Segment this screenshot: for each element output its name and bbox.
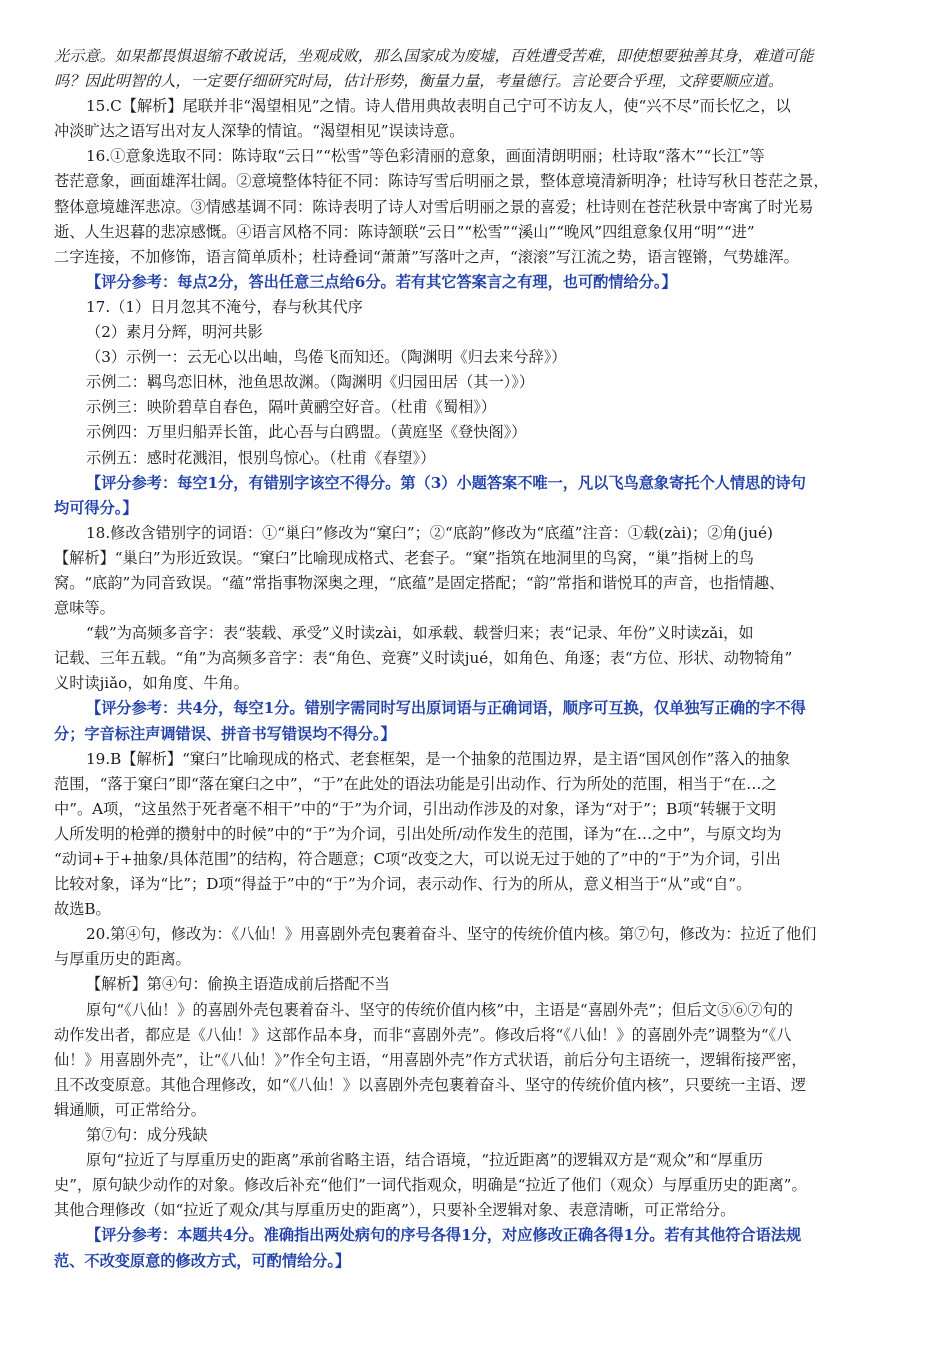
text-line: 范围，“落于窠臼”即“落在窠臼之中”，“于”在此处的语法功能是引出动作、行为所处的范围，相当于“在…之	[54, 774, 777, 793]
text-line: 人所发明的枪弹的攒射中的时候”中的“于”为介词，引出处所/动作发生的范围，译为“在…之中”，与原文均为	[54, 824, 782, 843]
text-line: 窝。“底韵”为同音致误。“蕴”常指事物深奥之理，“底蕴”是固定搭配；“韵”常指和谐悦耳的声音，也指情趣、	[54, 573, 785, 592]
text-line: 示例二：羁鸟恋旧林，池鱼思故渊。（陶渊明《归园田居（其一）》）	[86, 373, 535, 392]
text-line: 【评分参考：共4分，每空1分。错别字需同时写出原词语与正确词语，顺序可互换，仅单独写正确的字不得	[86, 699, 806, 718]
text-line: 与厚重历史的距离。	[54, 950, 191, 969]
text-line: 均可得分。】	[54, 498, 138, 517]
text-line: 冲淡旷达之语写出对友人深挚的情谊。“渴望相见”误读诗意。	[54, 122, 465, 141]
text-line: 分；字音标注声调错误、拼音书写错误均不得分。】	[54, 724, 396, 743]
text-line: 动作发出者，都应是《八仙！》这部作品本身，而非“喜剧外壳”。修改后将“《八仙！》的喜剧外壳”调整为“《八	[54, 1025, 792, 1044]
text-line: 16.①意象选取不同：陈诗取“云日”“松雪”等色彩清丽的意象，画面清朗明丽；杜诗取“落木”“长江”等	[86, 147, 765, 166]
text-line: 15.C【解析】尾联并非“渴望相见”之情。诗人借用典故表明自己宁可不访友人，使“兴不尽”而长忆之，以	[86, 97, 791, 116]
text-line: 故选B。	[54, 900, 111, 919]
text-line: 苍茫意象，画面雄浑壮阔。②意境整体特征不同：陈诗写雪后明丽之景，整体意境清新明净；杜诗写秋日苍茫之景，	[54, 172, 829, 191]
text-line: 其他合理修改（如“拉近了观众/其与厚重历史的距离”），只要补全逻辑对象、表意清晰，可正常给分。	[54, 1201, 736, 1220]
text-line: 二字连接，不加修饰，语言简单质朴；杜诗叠词“萧萧”写落叶之声，“滚滚”写江流之势，语言铿锵，气势雄浑。	[54, 247, 799, 266]
text-line: 记载、三年五载。“角”为高频多音字：表“角色、竞赛”义时读jué，如角色、角逐；表“方位、形状、动物犄角”	[54, 649, 793, 668]
text-line: 比较对象，译为“比”；D项“得益于”中的“于”为介词，表示动作、行为的所从，意义相当于“从”或“自”。	[54, 875, 752, 894]
text-line: 【解析】第④句：偷换主语造成前后搭配不当	[86, 975, 390, 994]
text-line: 【解析】“巢臼”为形近致误。“窠臼”比喻现成格式、老套子。“窠”指筑在地洞里的鸟窝，“巢”指树上的鸟	[54, 548, 754, 567]
text-line: （3）示例一：云无心以出岫，鸟倦飞而知还。（陶渊明《归去来兮辞》）	[86, 348, 567, 367]
text-line: 19.B【解析】“窠臼”比喻现成的格式、老套框架，是一个抽象的范围边界，是主语“国风创作”落入的抽象	[86, 749, 791, 768]
text-line: 意味等。	[54, 599, 115, 618]
text-line: “动词+于+抽象/具体范围”的结构，符合题意；C项“改变之大，可以说无过于她的了”中的“于”为介词，引出	[54, 850, 781, 868]
text-line: 辑通顺，可正常给分。	[54, 1100, 206, 1119]
text-line: 18.修改含错别字的词语：①“巢臼”修改为“窠臼”；②“底韵”修改为“底蕴”注音：①载(zài)；②角(jué)	[86, 523, 773, 542]
text-line: 【评分参考：每空1分，有错别字该空不得分。第（3）小题答案不唯一，凡以飞鸟意象寄托个人情思的诗句	[86, 473, 806, 492]
text-line: 示例五：感时花溅泪，恨别鸟惊心。（杜甫《春望》）	[86, 448, 436, 467]
text-line: 【评分参考：本题共4分。准确指出两处病句的序号各得1分，对应修改正确各得1分。若有其他符合语法规	[86, 1226, 802, 1245]
text-line: 逝、人生迟暮的悲凉感慨。④语言风格不同：陈诗颔联“云日”“松雪”“溪山”“晚风”四组意象仅用“明”“进”	[54, 222, 755, 241]
text-line: 中”。A项，“这虽然于死者毫不相干”中的“于”为介词，引出动作涉及的对象，译为“对于”；B项“转辗于文明	[54, 799, 777, 818]
text-line: 光示意。如果都畏惧退缩不敢说话，坐观成败，那么国家成为废墟，百姓遭受苦难，即使想要独善其身，难道可能	[54, 47, 814, 65]
text-line: 20.第④句，修改为：《八仙！》用喜剧外壳包裹着奋斗、坚守的传统价值内核。第⑦句，修改为：拉近了他们	[86, 925, 817, 944]
text-line: 原句“《八仙！》的喜剧外壳包裹着奋斗、坚守的传统价值内核”中，主语是“喜剧外壳”；但后文⑤⑥⑦句的	[86, 1000, 793, 1019]
text-line: 原句“拉近了与厚重历史的距离”承前省略主语，结合语境，“拉近距离”的逻辑双方是“观众”和“厚重历	[86, 1151, 764, 1170]
text-line: 【评分参考：每点2分，答出任意三点给6分。若有其它答案言之有理，也可酌情给分。】	[86, 272, 677, 291]
text-line: （2）素月分辉，明河共影	[86, 323, 263, 342]
text-line: “载”为高频多音字：表“装载、承受”义时读zài，如承载、载誉归来；表“记录、年份”义时读zǎi，如	[86, 624, 754, 643]
text-line: 示例四：万里归船弄长笛，此心吾与白鸥盟。（黄庭坚《登快阁》）	[86, 423, 527, 442]
text-line: 整体意境雄浑悲凉。③情感基调不同：陈诗表明了诗人对雪后明丽之景的喜爱；杜诗则在苍茫秋景中寄寓了时光易	[54, 197, 814, 216]
text-line: 17.（1）日月忽其不淹兮，春与秋其代序	[86, 297, 363, 316]
text-line: 范、不改变原意的修改方式，可酌情给分。】	[54, 1251, 351, 1270]
text-line: 史”，原句缺少动作的对象。修改后补充“他们”一词代指观众，明确是“拉近了他们（观众）与厚重历史的距离”。	[54, 1176, 807, 1195]
text-line: 仙！》用喜剧外壳”，让“《八仙！》”作全句主语，“用喜剧外壳”作方式状语，前后分句主语统一，逻辑衔接严密，	[54, 1050, 807, 1069]
text-line: 吗？因此明智的人，一定要仔细研究时局，估计形势，衡量力量，考量德行。言论要合乎理，文辞要顺应道。	[54, 72, 783, 91]
text-line: 第⑦句：成分残缺	[86, 1126, 208, 1145]
text-line: 义时读jiǎo，如角度、牛角。	[54, 674, 249, 693]
text-line: 且不改变原意。其他合理修改，如“《八仙！》以喜剧外壳包裹着奋斗、坚守的传统价值内核”，只要统一主语、逻	[54, 1075, 807, 1094]
text-line: 示例三：映阶碧草自春色，隔叶黄鹂空好音。（杜甫《蜀相》）	[86, 398, 497, 417]
